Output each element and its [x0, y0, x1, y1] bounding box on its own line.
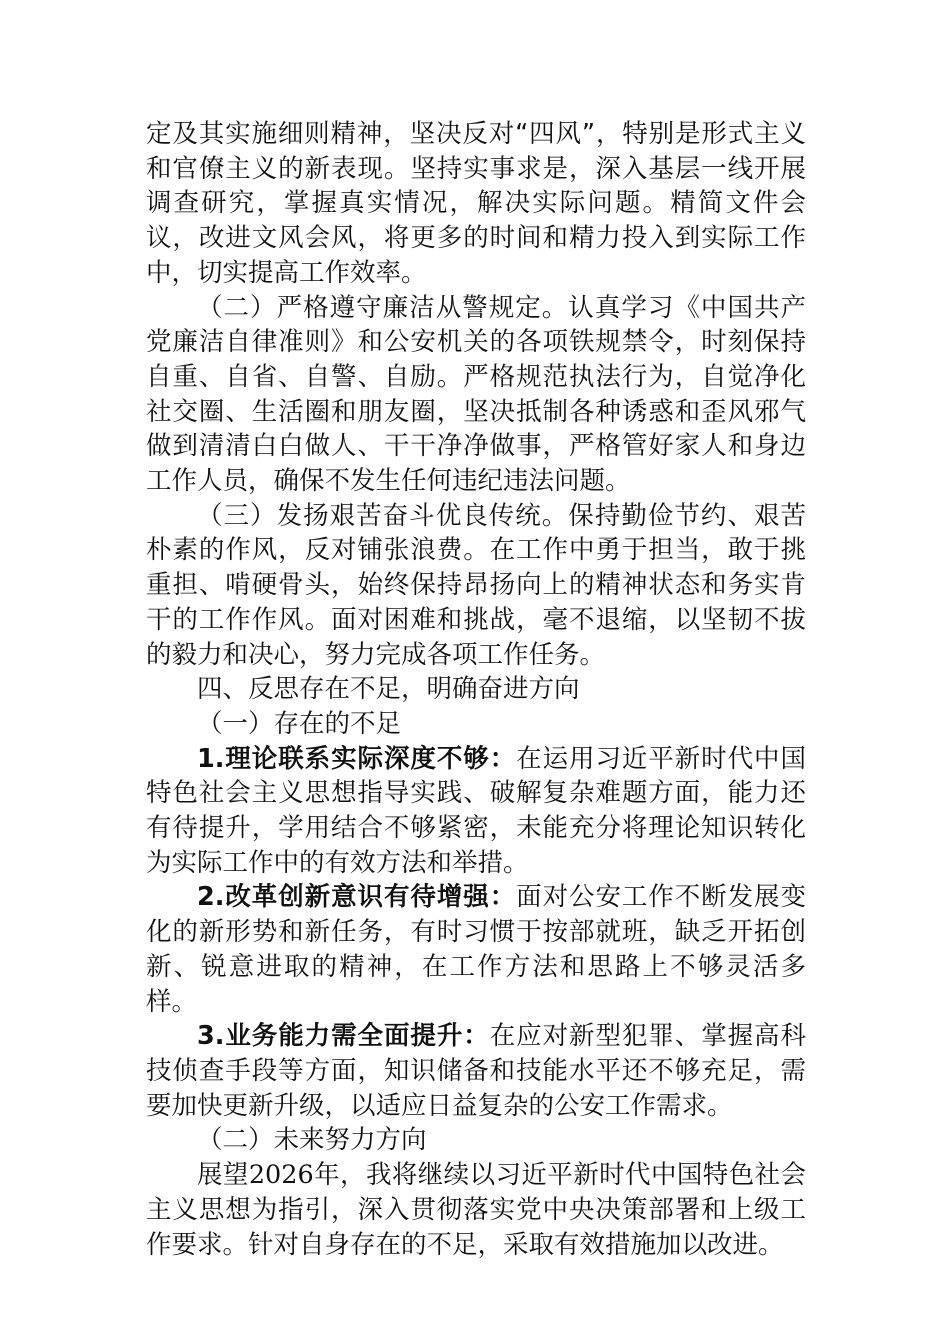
shortcoming-item-1 [146, 742, 806, 881]
subheading-future-direction: （二）未来努力方向 [197, 1125, 427, 1156]
paragraph-hard-work-tradition: （三）发扬艰苦奋斗优良传统。保持勤俭节约、艰苦朴素的作风，反对铺张浪费。在工作中勇于担当，敢于挑重担、啃硬骨头，始终保持昂扬向上的精神状态和务实肯干的工作作风。面对困难和挑战，毫不退缩，以坚韧不拔的毅力和决心，努力完成各项工作任务。 [146, 500, 806, 670]
shortcoming-item-1-text: 在运用习近平新时代中国特色社会主义思想指导实践、破解复杂难题方面，能力还有待提升，学用结合不够紧密，未能充分将理论知识转化为实际工作中的有效方法和举措。 [146, 743, 806, 878]
shortcoming-item-3 [146, 1019, 806, 1123]
paragraph-integrity-rules: （二）严格遵守廉洁从警规定。认真学习《中国共产党廉洁自律准则》和公安机关的各项铁规禁令，时刻保持自重、自省、自警、自励。严格规范执法行为，自觉净化社交圈、生活圈和朋友圈，坚决抵制各种诱惑和歪风邪气做到清清白白做人、干干净净做事，严格管好家人和身边工作人员，确保不发生任何违纪违法问题。 [146, 292, 806, 497]
shortcoming-item-2-text: 面对公安工作不断发展变化的新形势和新任务，有时习惯于按部就班，缺乏开拓创新、锐意进取的精神，在工作方法和思路上不够灵活多样。 [146, 882, 806, 1017]
paragraph-outlook [146, 1158, 806, 1262]
outlook-year: 2026 [248, 1160, 314, 1191]
section-heading-four: 四、反思存在不足，明确奋进方向 [197, 674, 580, 705]
paragraph-continuation: 定及其实施细则精神，坚决反对“四风”，特别是形式主义和官僚主义的新表现。坚持实事求是，深入基层一线开展调查研究，掌握真实情况，解决实际问题。精简文件会议，改进文风会风，将更多的时间和精力投入到实际工作中，切实提高工作效率。 [146, 119, 806, 288]
subheading-shortcomings: （一）存在的不足 [197, 708, 402, 739]
shortcoming-item-2-lead: 2.改革创新意识有待增强： [197, 882, 517, 913]
outlook-text: 年，我将继续以习近平新时代中国特色社会主义思想为指引，深入贯彻落实党中央决策部署和上级工作要求。针对自身存在的不足，采取有效措施加以改进。 [146, 1160, 806, 1260]
outlook-prefix: 展望 [197, 1160, 249, 1191]
shortcoming-item-3-lead: 3.业务能力需全面提升： [197, 1021, 490, 1052]
shortcoming-item-2 [146, 880, 806, 1019]
shortcoming-item-3-text: 在应对新型犯罪、掌握高科技侦查手段等方面，知识储备和技能水平还不够充足，需要加快更新升级，以适应日益复杂的公安工作需求。 [146, 1021, 806, 1121]
document-body [146, 117, 806, 1262]
shortcoming-item-1-lead: 1.理论联系实际深度不够： [197, 743, 517, 774]
